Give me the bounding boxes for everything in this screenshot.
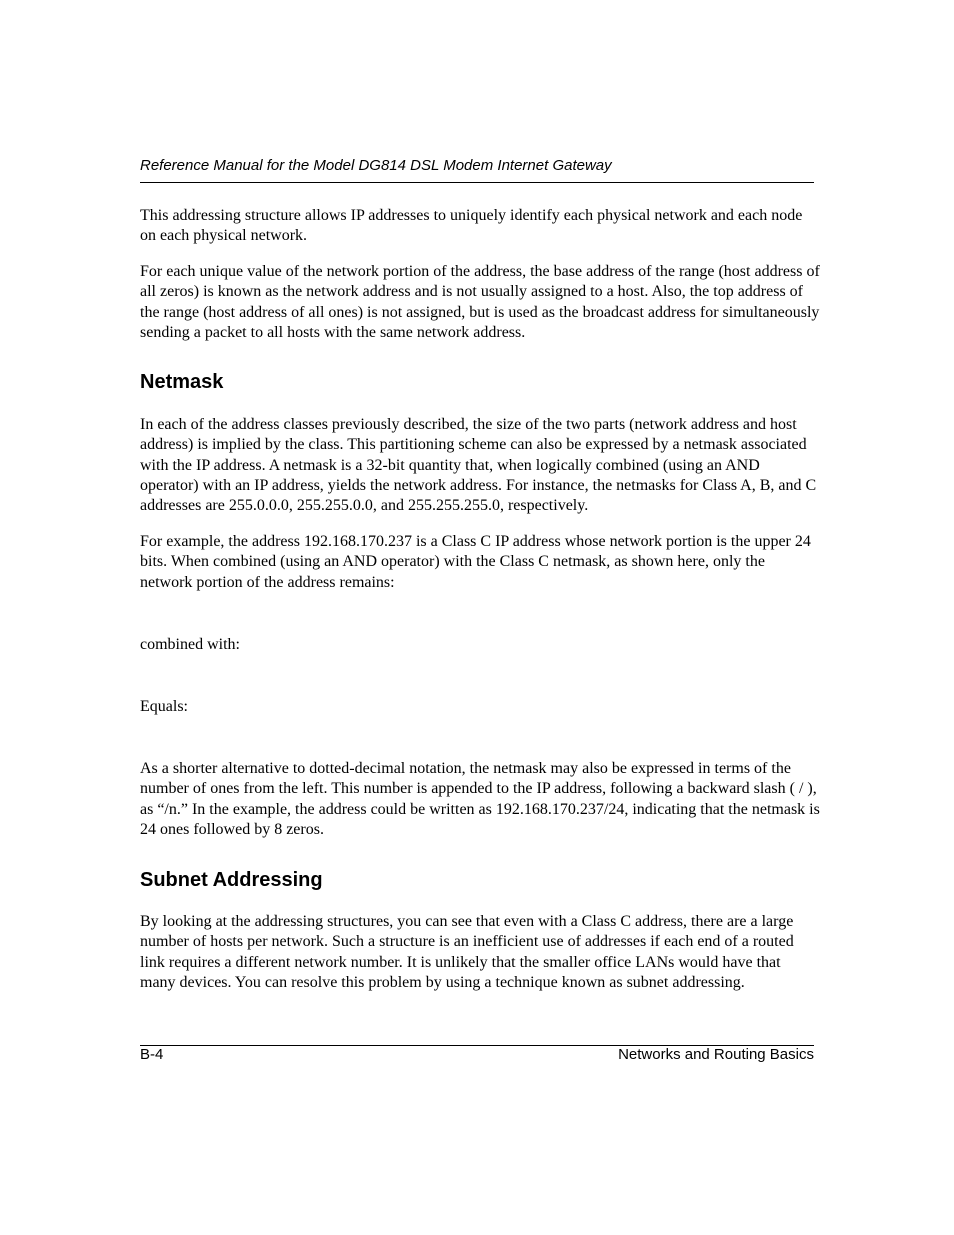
paragraph-netmask-intro: In each of the address classes previously described, the size of the two parts (network address and host address) is implied by the class. This partitioning scheme can also be expressed by a netmask associated with the IP address. A netmask is a 32-bit quantity that, when logically combined (using an AND operator) with an IP address, yields the network address. For instance, the netmasks for Class A, B, and C addresses are 255.0.0.0, 255.255.0.0, and 255.255.255.0, respectively.: [140, 416, 817, 515]
paragraph-slash-notation: As a shorter alternative to dotted-decimal notation, the netmask may also be expressed in terms of the number of ones from the left. This number is appended to the IP address, following a backward slash ( / ), as “/n.” In the example, the address could be written as 192.168.170.237/24, indicating that the netmask is 24 ones followed by 8 zeros.: [140, 760, 820, 838]
paragraph-netmask-example: For example, the address 192.168.170.237 is a Class C IP address whose network portion is the upper 24 bits. When combined (using an AND operator) with the Class C netmask, as shown here, only the network portion of the address remains:: [140, 533, 811, 591]
label-equals: Equals:: [140, 698, 188, 715]
paragraph-addressing-structure: This addressing structure allows IP addresses to uniquely identify each physical network and each node on each physical network.: [140, 207, 803, 245]
footer-section-title: Networks and Routing Basics: [618, 1046, 814, 1063]
paragraph-subnet-addressing: By looking at the addressing structures, you can see that even with a Class C address, there are a large number of hosts per network. Such a structure is an inefficient use of addresses if each end of a routed link requires a different network number. It is unlikely that the smaller office LANs would have that many devices. You can resolve this problem by using a technique known as subnet addressing.: [140, 913, 794, 991]
heading-netmask: Netmask: [140, 371, 224, 393]
heading-subnet-addressing: Subnet Addressing: [140, 869, 323, 891]
paragraph-network-address: For each unique value of the network portion of the address, the base address of the range (host address of all zeros) is known as the network address and is not usually assigned to a host. Also, the top address of the range (host address of all ones) is not assigned, but is used as the broadcast address for simultaneously sending a packet to all hosts with the same network address.: [140, 263, 820, 341]
footer-page-number: B-4: [140, 1046, 164, 1063]
label-combined-with: combined with:: [140, 636, 240, 653]
running-header: Reference Manual for the Model DG814 DSL Modem Internet Gateway: [140, 157, 612, 174]
header-rule: [140, 182, 814, 183]
